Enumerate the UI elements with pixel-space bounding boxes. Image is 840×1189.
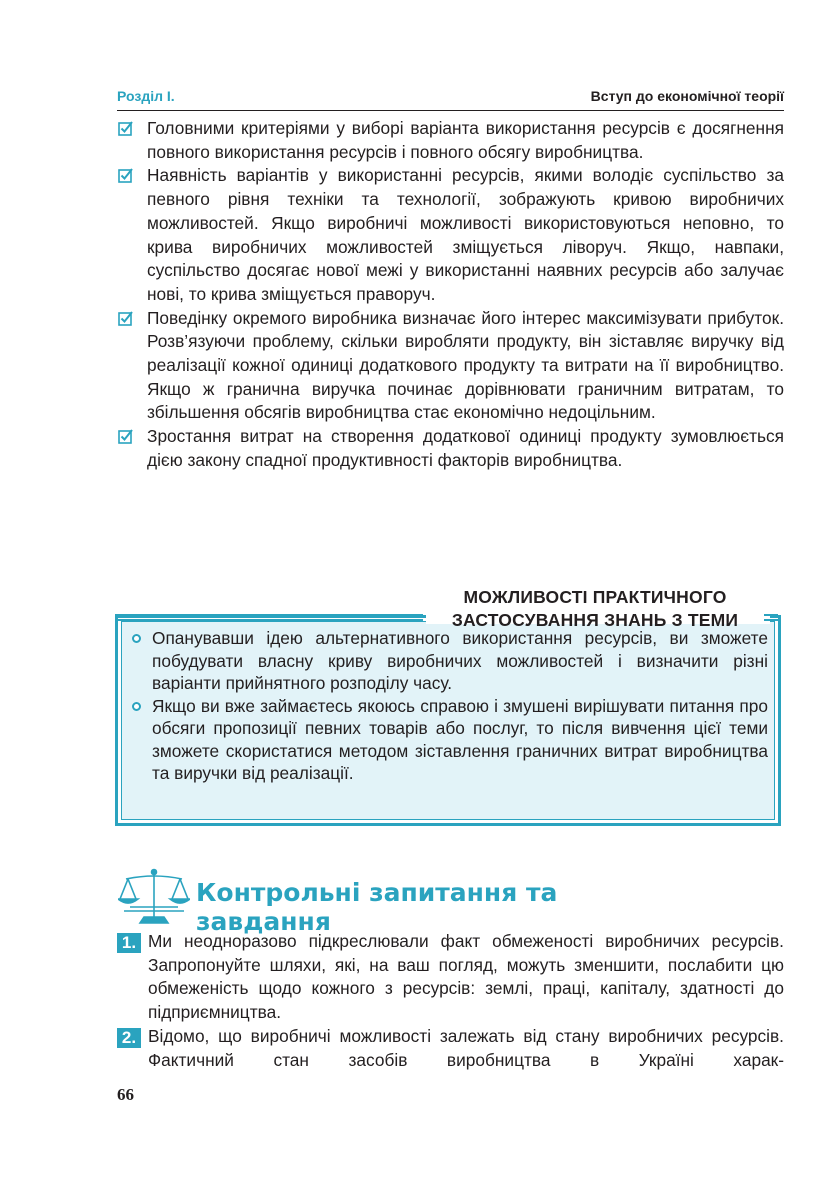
section-label: Розділ І. [117,88,175,104]
circle-bullet-icon [132,634,141,643]
practice-text: Якщо ви вже займаєтесь якоюсь справою і змушені вирішувати питання про обсяги пропозиції певних товарів або послуг, то після вивчення цієї теми зможете скористатися методом зіставлення граничних витрат виробництва та виручки від реалізації. [152,695,768,783]
title-rule-left [115,614,423,621]
conclusion-text: Поведінку окремого виробника визначає його інтерес максимізувати прибуток. Розв’язуючи проблему, скільки виробляти продукту, він зіставляє виручку від реалізації кожної одиниці додаткового продукту та витрати на її виробництво. Якщо ж гранична виручка починає дорівнювати граничним витратам, то збільшення обсягів виробництва стає економічно недоцільним. [147,307,784,423]
conclusion-text: Зростання витрат на створення додаткової одиниці продукту зумовлюється дією закону спадної продуктивності факторів виробництва. [147,426,784,470]
conclusion-item [117,307,784,426]
questions-list [117,930,784,1072]
checkbox-check-icon [118,311,133,326]
question-number: 1. [117,933,141,953]
practice-title-line2: ЗАСТОСУВАННЯ ЗНАНЬ З ТЕМИ [451,610,739,630]
checkbox-check-icon [118,168,133,183]
conclusion-item [117,425,784,472]
review-heading [118,862,678,936]
practice-item [131,627,768,695]
question-item [117,1025,784,1072]
checkbox-check-icon [118,429,133,444]
practice-list [131,627,768,785]
question-number: 2. [117,1028,141,1048]
practice-item [131,695,768,785]
page-header [117,88,784,111]
question-item [117,930,784,1025]
circle-bullet-icon [132,702,141,711]
conclusion-item [117,117,784,164]
conclusion-text: Головними критеріями у виборі варіанта використання ресурсів є досягнення повного використання ресурсів і повного обсягу виробництва. [147,118,784,162]
page-number: 66 [117,1085,134,1104]
title-rule-right [764,614,778,621]
question-text: Ми неодноразово підкреслювали факт обмеженості виробничих ресурсів. Запропонуйте шляхи, які, на ваш погляд, можуть зменшити, послабити цю обмеженість щодо кожного з ресурсів: землі, праці, капіталу, здатності до підприємництва. [148,931,784,1023]
question-text: Відомо, що виробничі можливості залежать від стану виробничих ресурсів. Фактичний стан засобів виробництва в Україні харак- [148,1025,784,1070]
conclusion-item [117,164,784,306]
review-title: Контрольні запитання та завдання [196,878,558,936]
conclusions-list [117,117,784,473]
practice-title-line1: МОЖЛИВОСТІ ПРАКТИЧНОГО [463,587,727,607]
checkbox-check-icon [118,121,133,136]
conclusion-text: Наявність варіантів у використанні ресурсів, якими володіє суспільство за певного рівня техніки та технології, зображують кривою виробничих можливостей. Якщо виробничі можливості використовуються неповно, то крива виробничих можливостей зміщується ліворуч. Якщо, навпаки, суспільство досягає нової межі у використанні наявних ресурсів або залучає нові, то крива зміщується праворуч. [147,165,784,304]
book-title: Вступ до економічної теорії [590,88,784,104]
scales-icon [118,867,190,927]
practice-text: Опанувавши ідею альтернативного використання ресурсів, ви зможете побудувати власну криву виробничих можливостей і визначити різні варіанти прийнятного розподілу часу. [152,628,768,693]
